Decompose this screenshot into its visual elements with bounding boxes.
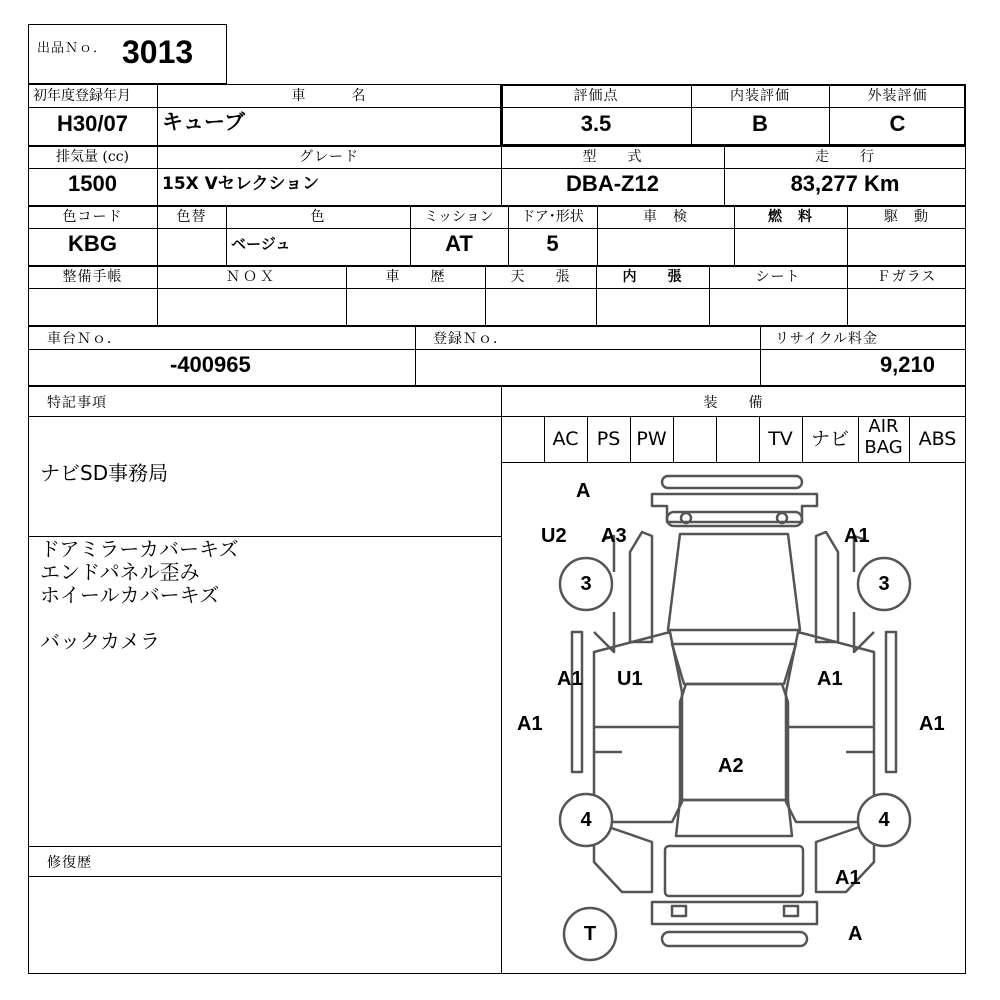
grade-value: 15X Vセレクション bbox=[162, 174, 320, 194]
notes-label: 特記事項 bbox=[47, 395, 107, 411]
door-value: 5 bbox=[546, 231, 559, 256]
chassis-label: 車台Ｎｏ． bbox=[47, 331, 122, 347]
registration-label: 登録Ｎｏ． bbox=[433, 331, 508, 347]
mark-front: A bbox=[576, 480, 591, 502]
mileage-value: 83,277 Km bbox=[790, 171, 900, 196]
notes-item: ドアミラーカバーキズ bbox=[40, 537, 239, 561]
mark-left-side: A1 bbox=[517, 713, 543, 735]
mark-front-left-u2: U2 bbox=[541, 525, 567, 547]
score-label: 評価点 bbox=[573, 88, 619, 104]
model-label: 型 式 bbox=[582, 149, 643, 165]
chassis-value: -400965 bbox=[170, 352, 251, 377]
notes-item: バックカメラ bbox=[40, 629, 160, 653]
tire-front-left: 3 bbox=[580, 573, 592, 595]
car-name-label: 車 名 bbox=[291, 88, 367, 104]
exterior-value: C bbox=[889, 111, 906, 136]
car-damage-diagram bbox=[502, 462, 966, 973]
maintenance-label: 整備手帳 bbox=[62, 269, 123, 285]
mark-windshield: U1 bbox=[617, 668, 643, 690]
fglass-label: Ｆガラス bbox=[876, 269, 937, 285]
mileage-label: 走 行 bbox=[815, 149, 875, 165]
mark-left-front-door: A1 bbox=[557, 668, 583, 690]
repair-label: 修復歴 bbox=[47, 855, 92, 871]
tire-front-right: 3 bbox=[878, 573, 890, 595]
nox-label: ＮＯＸ bbox=[226, 269, 277, 285]
history-label: 車 歴 bbox=[385, 269, 446, 285]
fuel-label: 燃 料 bbox=[768, 209, 813, 225]
equipment-tv: TV bbox=[768, 428, 793, 450]
first-reg-value: H30/07 bbox=[57, 111, 128, 136]
score-value: 3.5 bbox=[580, 111, 612, 136]
notes-item: ホイールカバーキズ bbox=[40, 583, 220, 607]
color-code-label: 色コード bbox=[62, 209, 123, 225]
grade-label: グレード bbox=[299, 149, 359, 165]
equipment-airbag: AIR BAG bbox=[864, 416, 903, 458]
equipment-navi: ナビ bbox=[810, 428, 849, 450]
mark-rear-right: A1 bbox=[835, 867, 861, 889]
mission-value: AT bbox=[445, 231, 473, 256]
equipment-label: 装 備 bbox=[703, 395, 764, 411]
car-name-value: キューブ bbox=[162, 110, 245, 134]
color-change-label: 色替 bbox=[176, 209, 207, 225]
equipment-abs: ABS bbox=[918, 428, 957, 450]
drive-label: 駆 動 bbox=[884, 209, 929, 225]
color-label: 色 bbox=[310, 209, 326, 225]
mark-right-side: A1 bbox=[919, 713, 945, 735]
interior-label: 内装評価 bbox=[730, 88, 790, 104]
mark-rear: A bbox=[848, 923, 863, 945]
exterior-label: 外装評価 bbox=[867, 88, 928, 104]
mark-front-right: A1 bbox=[844, 525, 870, 547]
mark-right-front-door: A1 bbox=[817, 668, 843, 690]
mark-front-left-a3: A3 bbox=[601, 525, 627, 547]
tire-rear-right: 4 bbox=[878, 809, 890, 831]
notes-line-1: ナビSD事務局 bbox=[40, 461, 169, 485]
color-code-value: KBG bbox=[68, 231, 117, 256]
tire-spare: T bbox=[583, 923, 597, 945]
displacement-label: 排気量 (cc) bbox=[55, 149, 130, 165]
sunroof-label: 天 張 bbox=[510, 269, 571, 285]
interior-value: B bbox=[752, 111, 768, 136]
mark-roof: A2 bbox=[718, 755, 744, 777]
inspection-label: 車 検 bbox=[643, 209, 688, 225]
color-value: ベージュ bbox=[231, 235, 291, 253]
lot-number-label: 出品Ｎｏ． bbox=[37, 41, 108, 56]
recycle-label: リサイクル料金 bbox=[775, 331, 879, 347]
equipment-ps: PS bbox=[596, 428, 621, 450]
equipment-pw: PW bbox=[636, 428, 667, 450]
lot-number: 3013 bbox=[122, 34, 194, 70]
seat-label: シート bbox=[755, 269, 801, 285]
recycle-value: 9,210 bbox=[879, 352, 935, 377]
notes-item: エンドパネル歪み bbox=[40, 560, 200, 584]
equipment-ac: AC bbox=[552, 428, 579, 450]
tire-rear-left: 4 bbox=[580, 809, 592, 831]
first-reg-label: 初年度登録年月 bbox=[33, 88, 131, 104]
door-label: ドア･形状 bbox=[521, 209, 584, 225]
headliner-label: 内 張 bbox=[622, 269, 683, 285]
displacement-value: 1500 bbox=[68, 171, 117, 196]
mission-label: ミッション bbox=[424, 209, 494, 225]
model-value: DBA-Z12 bbox=[566, 171, 659, 196]
